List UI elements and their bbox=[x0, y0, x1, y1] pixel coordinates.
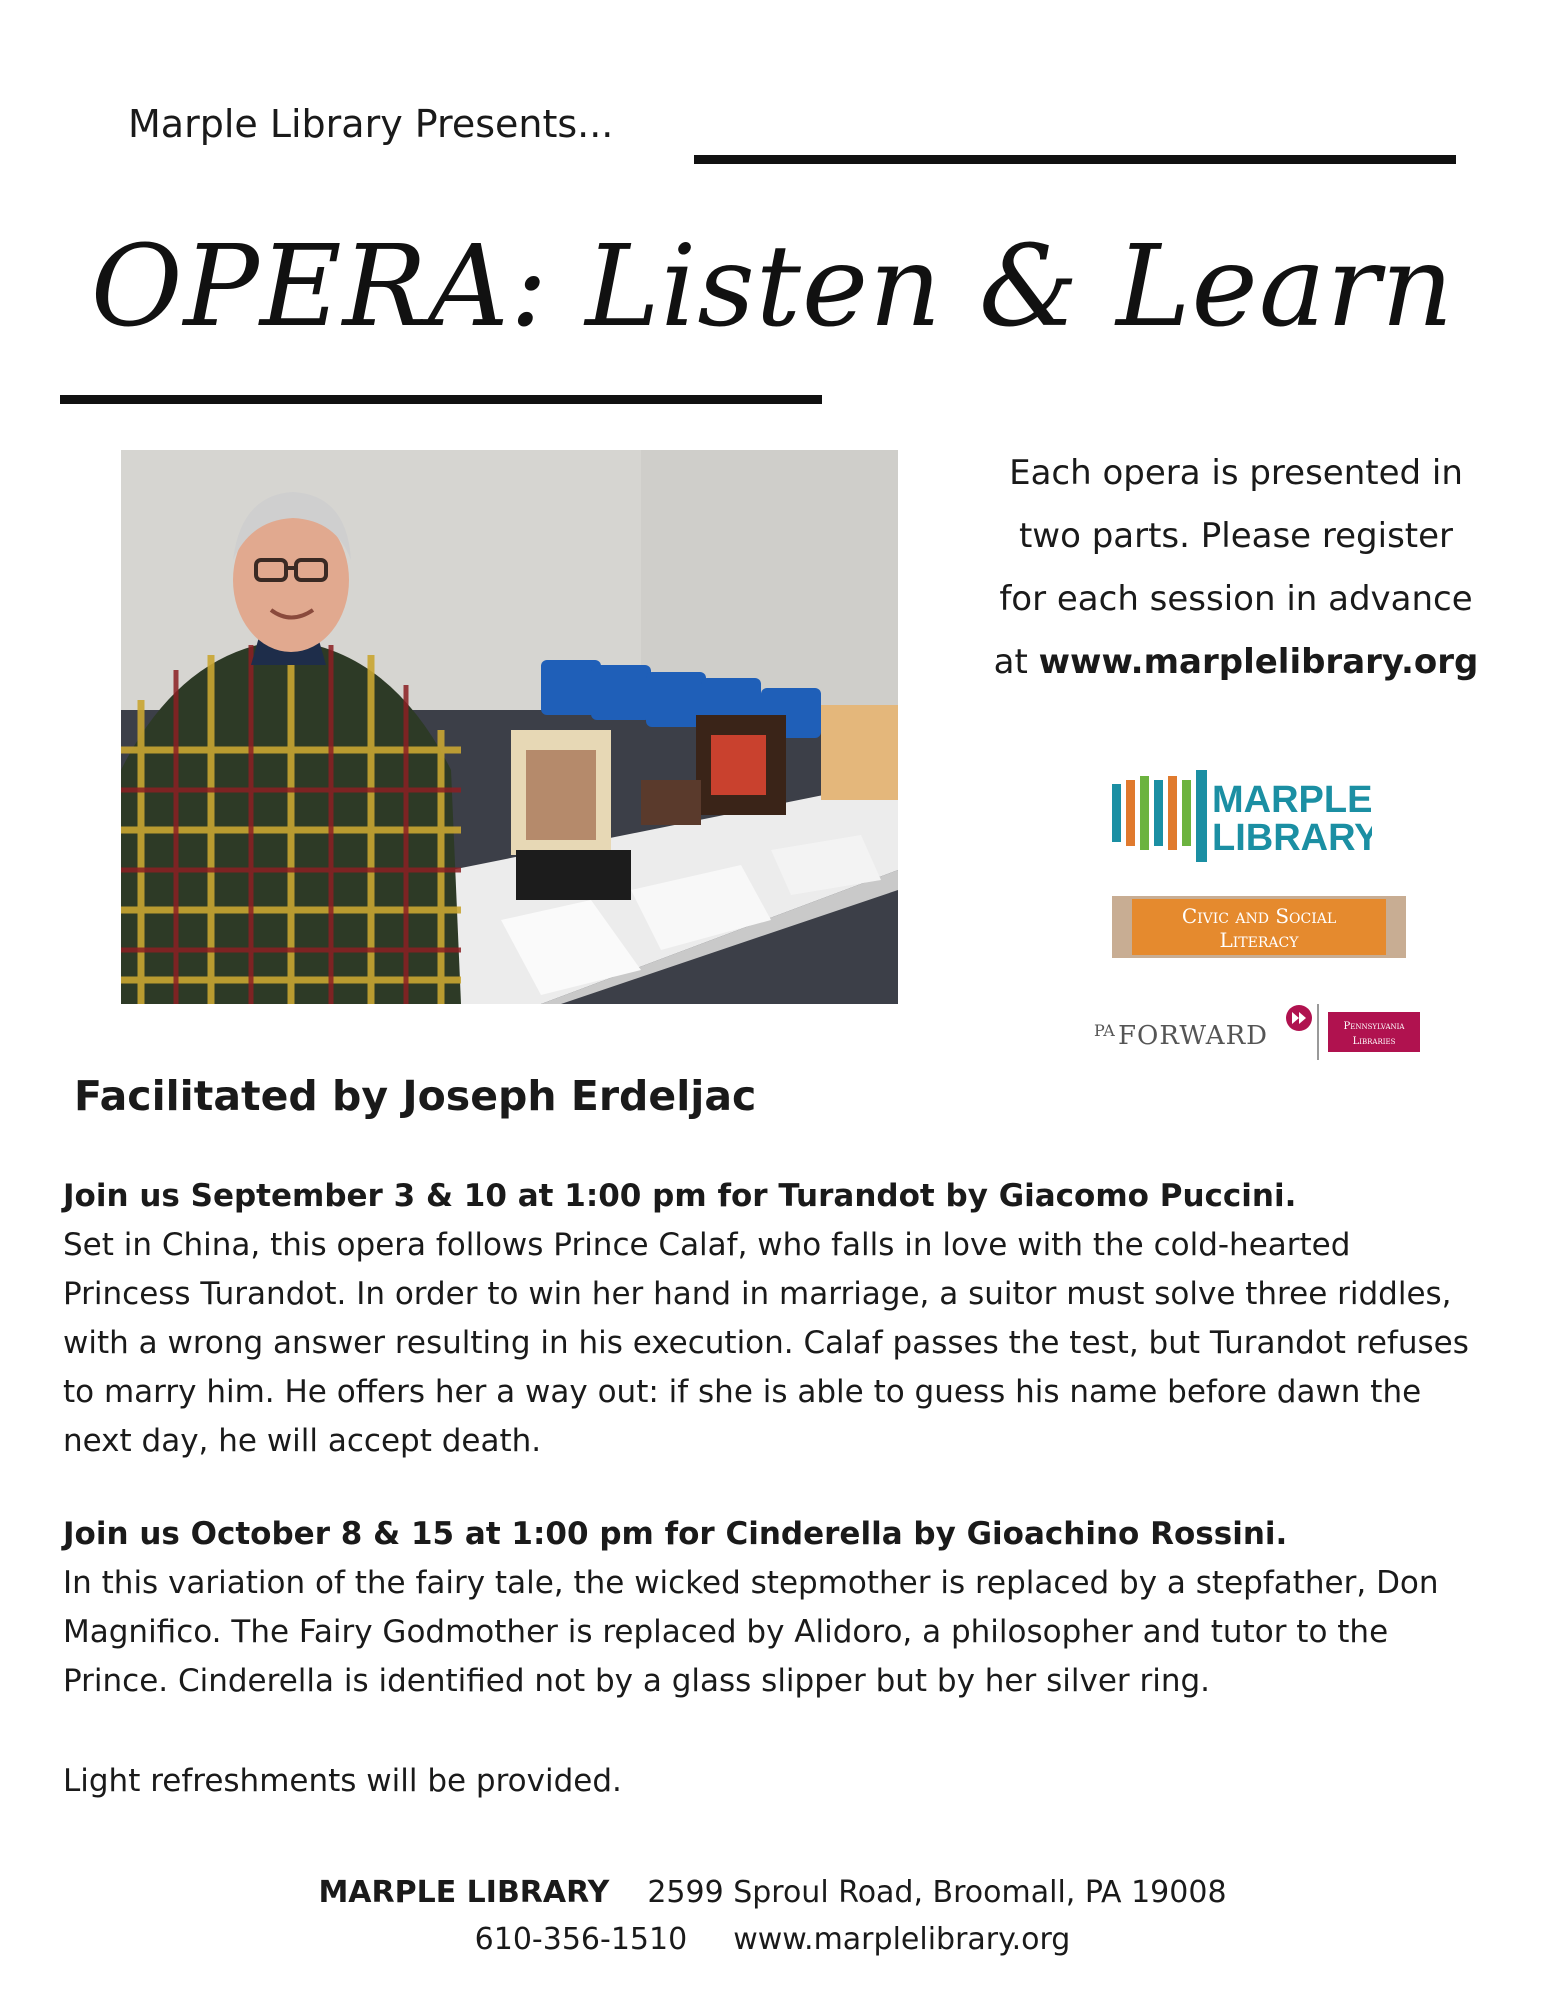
refreshments-note: Light refreshments will be provided. bbox=[63, 1763, 622, 1799]
facilitator-photo-illustration bbox=[121, 450, 898, 1004]
page-title: OPERA: Listen & Learn bbox=[90, 222, 1455, 352]
civic-social-literacy-logo bbox=[1112, 896, 1406, 958]
footer-website[interactable]: www.marplelibrary.org bbox=[733, 1922, 1071, 1957]
civic-logo-line-2: Literacy bbox=[1219, 928, 1299, 952]
footer-library-name: MARPLE LIBRARY bbox=[318, 1875, 610, 1910]
footer-address: 2599 Sproul Road, Broomall, PA 19008 bbox=[647, 1875, 1227, 1910]
session-turandot-lead: Join us September 3 & 10 at 1:00 pm for Turandot by Giacomo Puccini. bbox=[63, 1178, 1297, 1214]
registration-link[interactable]: www.marplelibrary.org bbox=[1038, 642, 1479, 682]
session-cinderella bbox=[63, 1510, 1483, 1706]
marple-logo-word-1: MARPLE bbox=[1212, 779, 1372, 821]
top-divider bbox=[694, 155, 1456, 164]
marple-library-logo bbox=[1112, 766, 1372, 862]
info-line-4 bbox=[980, 631, 1492, 694]
facilitator-photo bbox=[121, 450, 898, 1004]
info-line-2: two parts. Please register bbox=[1018, 516, 1454, 556]
pa-libraries-line-1: Pennsylvania bbox=[1343, 1021, 1405, 1032]
info-line-1: Each opera is presented in bbox=[1009, 453, 1463, 493]
civic-logo-line-1: Civic and Social bbox=[1181, 904, 1337, 928]
pa-libraries-line-2: Libraries bbox=[1352, 1036, 1396, 1047]
presents-label: Marple Library Presents... bbox=[128, 102, 614, 146]
pa-logo-forward: FORWARD bbox=[1118, 1021, 1268, 1051]
footer-contact-line bbox=[0, 1922, 1545, 1957]
session-cinderella-lead: Join us October 8 & 15 at 1:00 pm for Cinderella by Gioachino Rossini. bbox=[63, 1516, 1288, 1552]
info-line-3: for each session in advance bbox=[999, 579, 1473, 619]
footer-phone[interactable]: 610-356-1510 bbox=[474, 1922, 688, 1957]
info-at: at bbox=[993, 642, 1039, 682]
session-cinderella-description: In this variation of the fairy tale, the wicked stepmother is replaced by a stepfather, Don Magnifico. The Fairy Godmother is replaced by Alidoro, a philosopher and tutor to the Prince. Cinderella is identified not by a glass slipper but by her silver ring. bbox=[63, 1565, 1439, 1699]
footer-address-line bbox=[0, 1875, 1545, 1910]
marple-logo-word-2: LIBRARY bbox=[1212, 817, 1372, 859]
facilitator-heading: Facilitated by Joseph Erdeljac bbox=[74, 1072, 757, 1120]
title-divider bbox=[60, 395, 822, 404]
pa-forward-logo bbox=[1094, 1000, 1426, 1064]
session-turandot-description: Set in China, this opera follows Prince Calaf, who falls in love with the cold-hearted Princess Turandot. In order to win her hand in marriage, a suitor must solve three riddles, with a wrong answer resulting in his execution. Calaf passes the test, but Turandot refuses to marry him. He offers her a way out: if she is able to guess his name before dawn the next day, he will accept death. bbox=[63, 1227, 1469, 1459]
session-turandot bbox=[63, 1172, 1483, 1466]
pa-logo-prefix: PA bbox=[1094, 1021, 1115, 1040]
registration-info bbox=[980, 442, 1492, 694]
